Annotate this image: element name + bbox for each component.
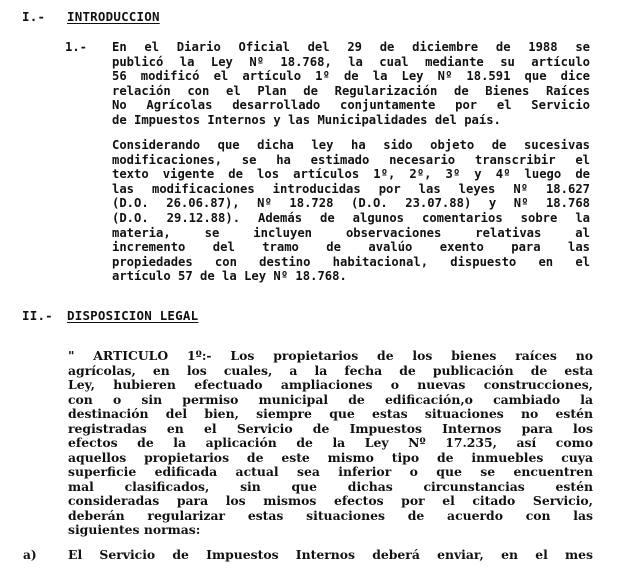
text-line: publicó la Ley Nº 18.768, la cual mediante su artículo [112,54,590,69]
text-line: siguientes normas: [68,522,201,537]
text-line: (D.O. 29.12.88). Además de algunos comentarios sobre la [112,210,590,225]
text-line: " ARTICULO 1º:- Los propietarios de los bienes raíces no [68,348,593,363]
section-2-heading [22,308,198,323]
text-line: deberán regularizar estas situaciones de acuerdo con las [68,507,593,523]
text-line: superficie edificada actual sea inferior o que se encuentren [68,464,593,479]
text-line: agrícolas, en los cuales, a la fecha de publicación de esta [68,362,593,378]
intro-paragraph-2 [112,138,590,284]
text-line: relación con el Plan de Regularización de Bienes Raíces [112,83,590,98]
text-line: Considerando que dicha ley ha sido objeto de sucesivas [112,138,590,152]
text-line: texto vigente de los artículos 1º, 2º, 3º y 4º luego de [112,167,590,182]
section-2-number: II.- [22,308,53,323]
text-line: aquellos propietarios de este mismo tipo de inmuebles cuya [68,449,593,465]
intro-paragraph-1 [112,40,590,128]
item-a-marker: a) [23,548,37,562]
section-1-heading [22,9,160,24]
text-line: propiedades con destino habitacional, dispuesto en el [112,254,590,269]
text-line: En el Diario Oficial del 29 de diciembre de 1988 se [112,40,590,54]
text-line: las modificaciones introducidas por las leyes Nº 18.627 [112,181,590,196]
section-1-number: I.- [22,9,46,24]
text-line: artículo 57 de la Ley Nº 18.768. [112,269,347,284]
item-1-marker: 1.- [65,40,88,54]
text-line: materia, se incluyen observaciones relativas al [112,225,590,240]
text-line: 56 modificó el artículo 1º de la Ley Nº 18.591 que dice [112,69,590,84]
text-line: (D.O. 26.06.87), Nº 18.728 (D.O. 23.07.88) y Nº 18.768 [112,196,590,211]
text-line: El Servicio de Impuestos Internos deberá enviar, en el mes [68,547,593,562]
section-1-title: INTRODUCCION [67,9,160,24]
item-a-paragraph [68,548,593,563]
text-line: destinación del bien, siempre que estas situaciones no estén [68,406,593,421]
text-line: con o sin permiso municipal de edificación,o cambiado la [68,391,593,407]
text-line: de Impuestos Internos y las Municipalidades del país. [112,112,501,127]
section-2-title: DISPOSICION LEGAL [67,308,199,323]
text-line: consideradas para los mismos efectos por el citado Servicio, [68,493,593,508]
text-line: Ley, hubieren efectuado ampliaciones o nuevas construcciones, [68,377,593,392]
text-line: registradas en el Servicio de Impuestos Internos para los [68,420,593,436]
text-line: incremento del tramo de avalúo exento para las [112,240,590,255]
article-1-paragraph [68,349,593,538]
text-line: efectos de la aplicación de la Ley Nº 17.235, así como [68,435,593,450]
text-line: mal clasificados, sin que dichas circunstancias estén [68,478,593,494]
text-line: modificaciones, se ha estimado necesario transcribir el [112,152,590,167]
text-line: No Agrícolas desarrollado conjuntamente por el Servicio [112,98,590,113]
